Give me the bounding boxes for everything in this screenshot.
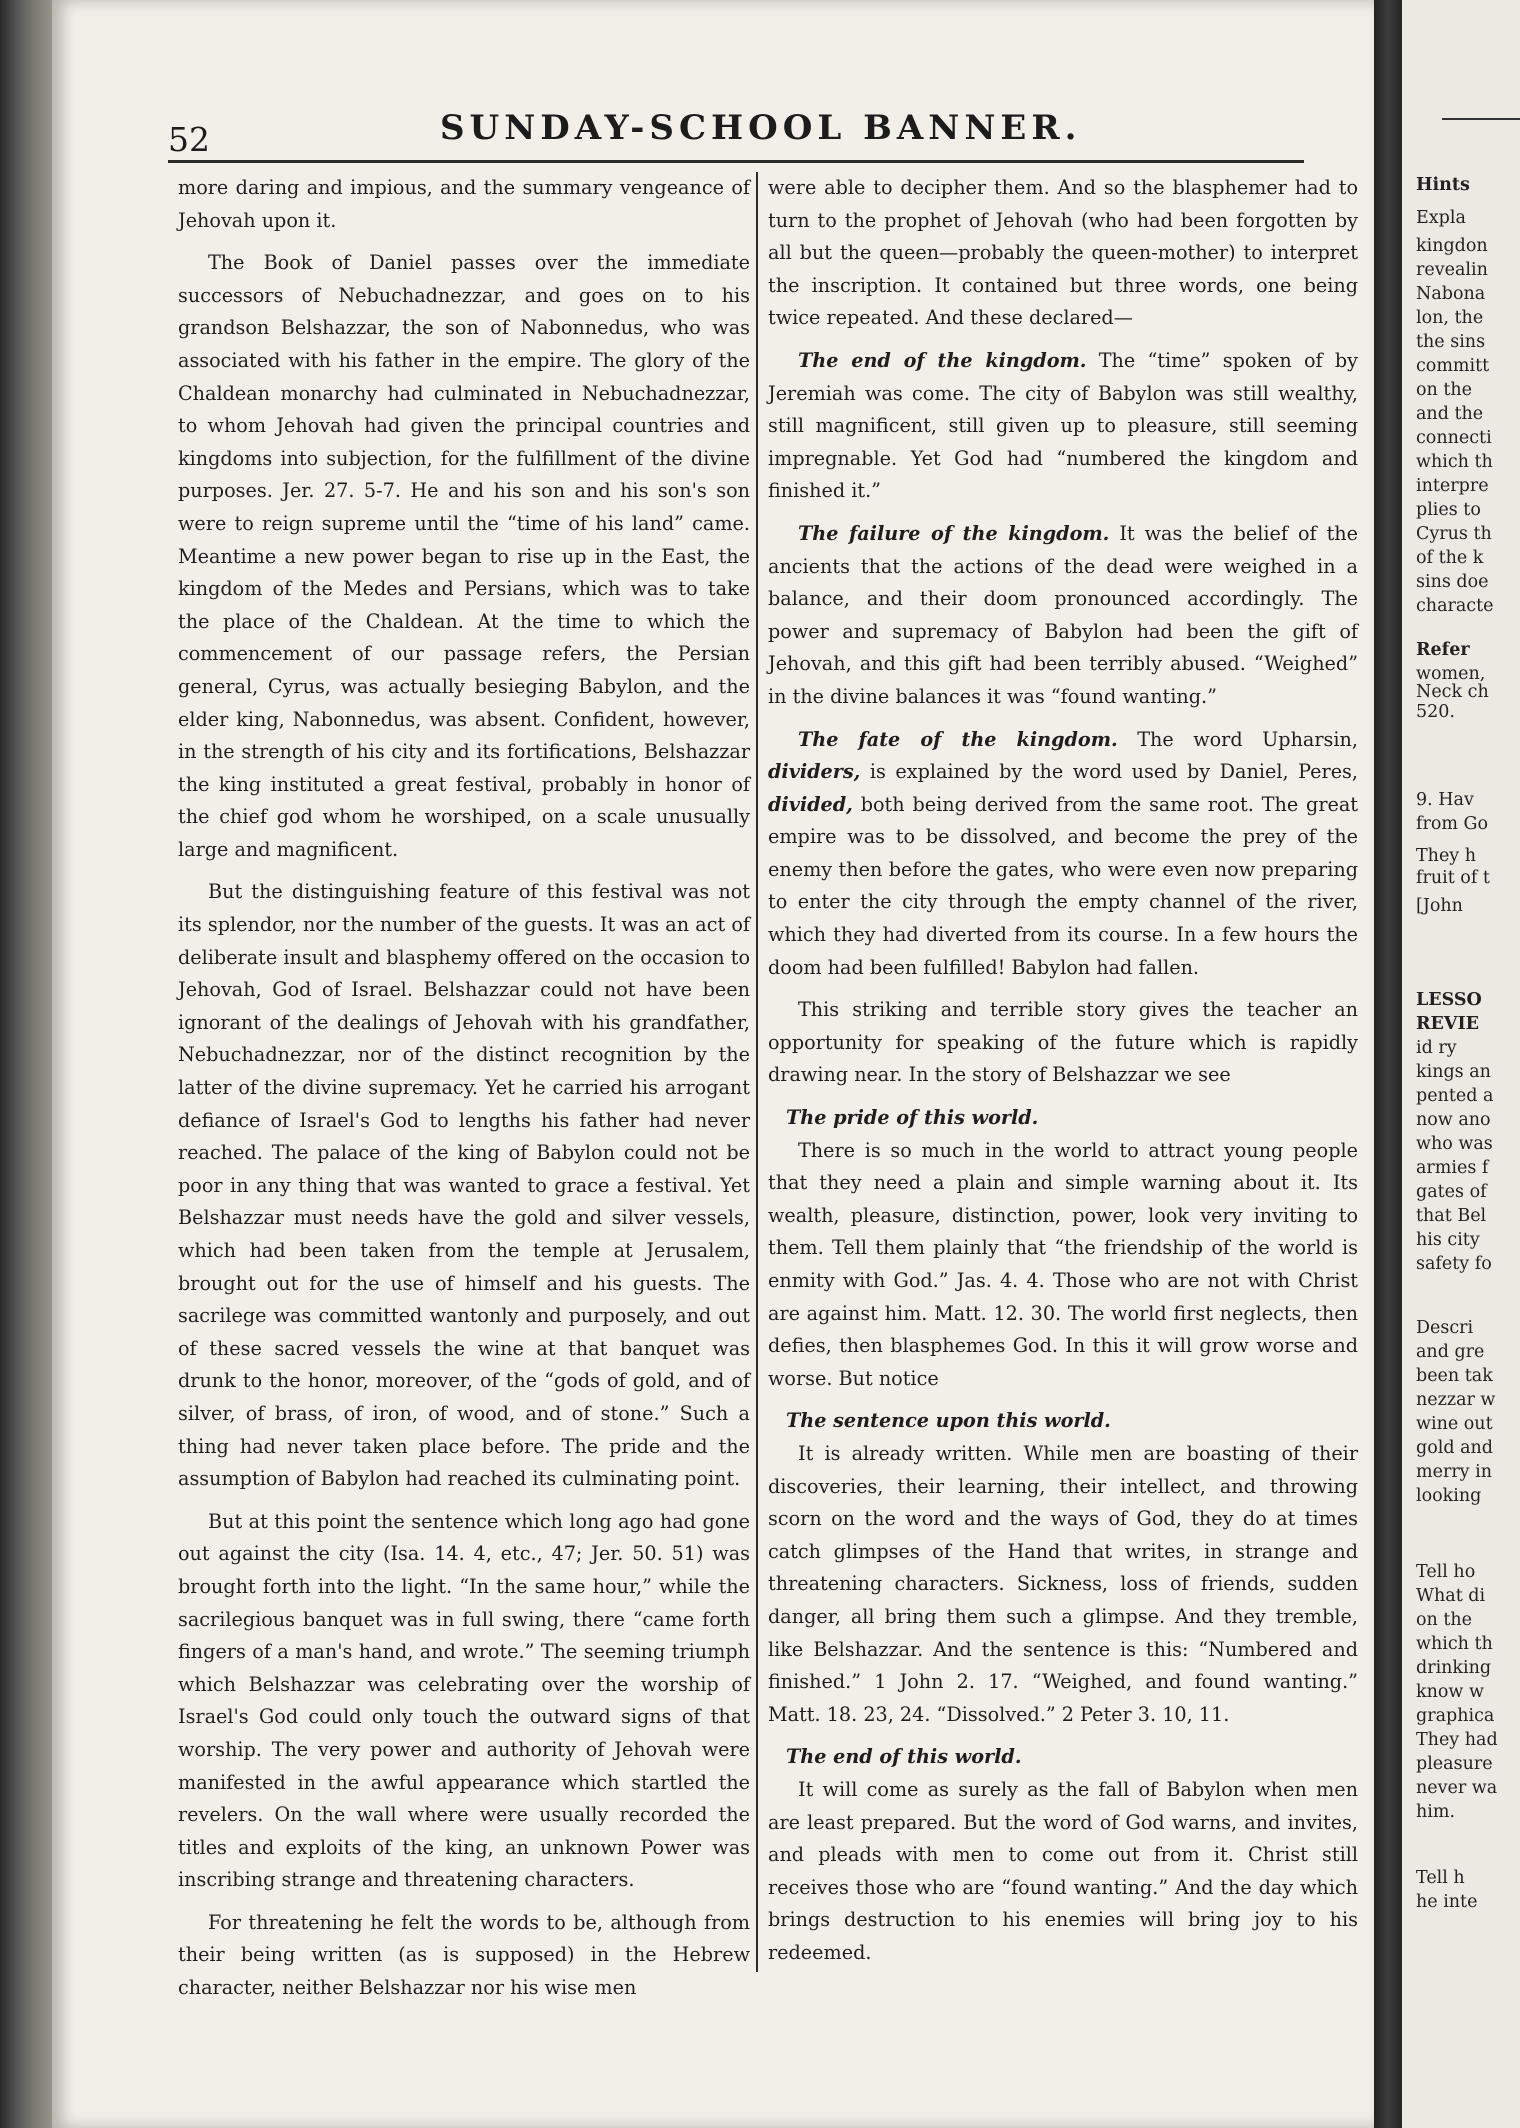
subheading: The sentence upon this world. — [786, 1409, 1111, 1433]
paragraph — [768, 518, 1358, 714]
subheading: The fate of the kingdom. — [798, 727, 1118, 751]
next-page-line: from Go — [1416, 814, 1489, 834]
next-page-line: id ry — [1416, 1038, 1457, 1058]
next-page-line: Cyrus th — [1416, 524, 1492, 544]
next-page-line: interpre — [1416, 476, 1489, 496]
next-page-line: of the k — [1416, 548, 1484, 568]
next-page-line: been tak — [1416, 1366, 1493, 1386]
next-page-line: 9. Hav — [1416, 790, 1474, 810]
next-page-line: sins doe — [1416, 572, 1489, 592]
book-spine — [0, 0, 56, 2128]
next-page-line: pented a — [1416, 1086, 1494, 1106]
subheading: The end of this world. — [786, 1745, 1022, 1769]
next-page-line: What di — [1416, 1586, 1486, 1606]
paragraph: There is so much in the world to attract young people that they need a plain and simple warning about it. Its wealth, pleasure, distinction, power, look very inviting to them. Tell them plainly that “the friendship of the world is enmity with God.” Jas. 4. 4. Those who are not with Christ are against him. Matt. 12. 30. The world first neglects, then defies, then blasphemes God. In this it will grow worse and worse. But notice — [768, 1138, 1358, 1390]
paragraph — [768, 724, 1358, 985]
next-page-line: Tell h — [1416, 1868, 1465, 1888]
next-page-line: graphica — [1416, 1706, 1495, 1726]
next-page-line: him. — [1416, 1802, 1456, 1822]
next-page-line: gold and — [1416, 1438, 1494, 1458]
next-page-line: safety fo — [1416, 1254, 1492, 1274]
next-page-line: Neck ch — [1416, 682, 1489, 702]
paragraph: The Book of Daniel passes over the immediate successors of Nebuchadnezzar, and goes on to his grandson Belshazzar, the son of Nabonnedus, who was associated with his father in the empire. The glory of the Chaldean monarchy had culminated in Nebuchadnezzar, to whom Jehovah had given the principal countries and kingdoms into subjection, for the fulfillment of the divine purposes. Jer. 27. 5-7. He and his son and his son's son were to reign supreme until the “time of his land” came. Meantime a new power began to rise up in the East, the kingdom of the Medes and Persians, which was to take the place of the Chaldean. At the time to which the commencement of our passage refers, the Persian general, Cyrus, was actually besieging Babylon, and the elder king, Nabonnedus, was absent. Confident, however, in the strength of his city and its fortifications, Belshazzar the king instituted a great festival, probably in honor of the chief god whom he worshiped, on a scale unusually large and magnificent. — [178, 251, 750, 861]
next-page-line: and the — [1416, 404, 1484, 424]
next-page-line: Refer — [1416, 640, 1470, 660]
paragraph: more daring and impious, and the summary vengeance of Jehovah upon it. — [178, 176, 750, 232]
next-page-line: gates of — [1416, 1182, 1487, 1202]
next-page-line: on the — [1416, 380, 1473, 400]
paragraph: For threatening he felt the words to be, although from their being written (as is supposed) in the Hebrew character, neither Belshazzar nor his wise men — [178, 1910, 750, 2000]
next-page-line: Hints — [1416, 175, 1470, 195]
next-page-line: committ — [1416, 356, 1490, 376]
paragraph: It will come as surely as the fall of Babylon when men are least prepared. But the word of God warns, and invites, and pleads with men to come out from it. Christ still receives those who are “found wanting.” And the day which brings destruction to his enemies will bring joy to his redeemed. — [768, 1777, 1358, 1964]
next-page-line: Expla — [1416, 208, 1466, 228]
next-page-line: connecti — [1416, 428, 1492, 448]
next-page-line: fruit of t — [1416, 868, 1490, 888]
next-page-edge — [1402, 0, 1520, 2128]
paragraph-text: The “time” spoken of by Jeremiah was come. The city of Babylon was still wealthy, still magnificent, still given up to pleasure, still seeming impregnable. Yet God had “numbered the kingdom and finished it.” — [768, 348, 1358, 503]
paragraph-text: both being derived from the same root. The great empire was to be dissolved, and become the prey of the enemy then before the gates, who were even now preparing to enter the city through the empty channel of the river, which they had diverted from its course. In a few hours the doom had been fulfilled! Babylon had fallen. — [768, 792, 1358, 979]
paragraph-text: is explained by the word used by Daniel, Peres, — [869, 760, 1358, 784]
next-page-line: drinking — [1416, 1658, 1492, 1678]
next-page-line: wine out — [1416, 1414, 1493, 1434]
next-page-line: Tell ho — [1416, 1562, 1476, 1582]
left-column — [178, 172, 750, 2015]
next-page-line: merry in — [1416, 1462, 1492, 1482]
next-page-line: armies f — [1416, 1158, 1489, 1178]
next-page-line: never wa — [1416, 1778, 1498, 1798]
next-page-line: the sins — [1416, 332, 1486, 352]
paragraph: But the distinguishing feature of this festival was not its splendor, nor the number of the guests. It was an act of deliberate insult and blasphemy offered on the occasion to Jehovah, God of Israel. Belshazzar could not have been ignorant of the dealings of Jehovah with his grandfather, Nebuchadnezzar, nor of the distinct recognition by the latter of the divine supremacy. Yet he carried his arrogant defiance of Israel's God to lengths his father had never reached. The palace of the king of Babylon could not be poor in any thing that was wanted to grace a festival. Yet Belshazzar must needs have the gold and silver vessels, which had been taken from the temple at Jerusalem, brought out for the use of himself and his guests. The sacrilege was committed wantonly and purposely, and out of these sacred vessels the wine at that banquet was drunk to the honor, moreover, of the “gods of gold, and of silver, of brass, of iron, of wood, and of stone.” Such a thing had never taken place before. The pride and the assumption of Babylon had reached its culminating point. — [178, 880, 750, 1491]
next-page-line: kingdon — [1416, 236, 1488, 256]
next-page-line: who was — [1416, 1134, 1493, 1154]
paragraph — [768, 345, 1358, 508]
next-page-line: looking — [1416, 1486, 1482, 1506]
next-page-line: lon, the — [1416, 308, 1484, 328]
next-page-line: know w — [1416, 1682, 1484, 1702]
next-page-line: 520. — [1416, 702, 1455, 722]
next-page-line: LESSO — [1416, 990, 1482, 1010]
next-page-line: nezzar w — [1416, 1390, 1496, 1410]
italic-word: dividers, — [768, 760, 861, 784]
running-title: SUNDAY-SCHOOL BANNER. — [440, 108, 1082, 148]
page-number: 52 — [168, 120, 210, 159]
paragraph-text: It was the belief of the ancients that the actions of the dead were weighed in a balance, and their doom pronounced accordingly. The power and supremacy of Babylon had been the gift of Jehovah, and this gift had been terribly abused. “Weighed” in the divine balances it was “found wanting.” — [768, 521, 1358, 708]
paragraph: This striking and terrible story gives the teacher an opportunity for speaking of the future which is rapidly drawing near. In the story of Belshazzar we see — [768, 998, 1358, 1087]
italic-word: divided, — [768, 792, 853, 816]
paragraph-text: The word Upharsin, — [1137, 727, 1358, 751]
page-gutter — [1374, 0, 1402, 2128]
next-page-line: on the — [1416, 1610, 1473, 1630]
next-page-line: that Bel — [1416, 1206, 1487, 1226]
next-page-line: he inte — [1416, 1892, 1478, 1912]
next-page-line: pleasure — [1416, 1754, 1493, 1774]
next-page-line: and gre — [1416, 1342, 1485, 1362]
next-page-line: revealin — [1416, 260, 1488, 280]
right-column — [768, 172, 1358, 1979]
subheading: The failure of the kingdom. — [798, 521, 1110, 545]
next-page-line: REVIE — [1416, 1014, 1479, 1034]
next-page-line: They had — [1416, 1730, 1498, 1750]
paragraph: But at this point the sentence which long ago had gone out against the city (Isa. 14. 4, etc., 47; Jer. 50. 51) was brought forth into the light. “In the same hour,” while the sacrilegious banquet was in full swing, there “came forth fingers of a man's hand, and wrote.” The seeming triumph which Belshazzar was celebrating over the worship of Israel's God could only touch the outward signs of that worship. The very power and authority of Jehovah were manifested in the awful appearance which startled the revelers. On the wall where were usually recorded the titles and exploits of the king, an unknown Power was inscribing strange and threatening characters. — [178, 1509, 750, 1892]
subheading: The pride of this world. — [786, 1106, 1039, 1130]
paragraph: It is already written. While men are boasting of their discoveries, their learning, their intellect, and throwing scorn on the word and the ways of God, they do at times catch glimpses of the Hand that writes, in strange and threatening characters. Sickness, loss of friends, sudden danger, all bring them such a glimpse. And they tremble, like Belshazzar. And the sentence is this: “Numbered and finished.” 1 John 2. 17. “Weighed, and found wanting.” Matt. 18. 23, 24. “Dissolved.” 2 Peter 3. 10, 11. — [768, 1441, 1358, 1726]
subheading: The end of the kingdom. — [798, 348, 1087, 372]
paragraph: were able to decipher them. And so the blasphemer had to turn to the prophet of Jehovah (who had been forgotten by all but the queen—probably the queen-mother) to interpret the inscription. It contained but three words, one being twice repeated. And these declared— — [768, 176, 1358, 330]
next-page-line: his city — [1416, 1230, 1480, 1250]
column-rule — [756, 172, 758, 1972]
next-page-line: Descri — [1416, 1318, 1474, 1338]
next-page-line: characte — [1416, 596, 1494, 616]
next-page-line: kings an — [1416, 1062, 1491, 1082]
next-page-line: now ano — [1416, 1110, 1491, 1130]
next-page-line: They h — [1416, 846, 1477, 866]
next-page-line: Nabona — [1416, 284, 1486, 304]
header-rule — [168, 160, 1304, 163]
next-page-rule — [1442, 118, 1520, 120]
next-page-line: which th — [1416, 1634, 1493, 1654]
next-page-line: women, — [1416, 664, 1486, 684]
next-page-line: plies to — [1416, 500, 1481, 520]
next-page-line: [John — [1416, 896, 1463, 916]
next-page-line: which th — [1416, 452, 1493, 472]
